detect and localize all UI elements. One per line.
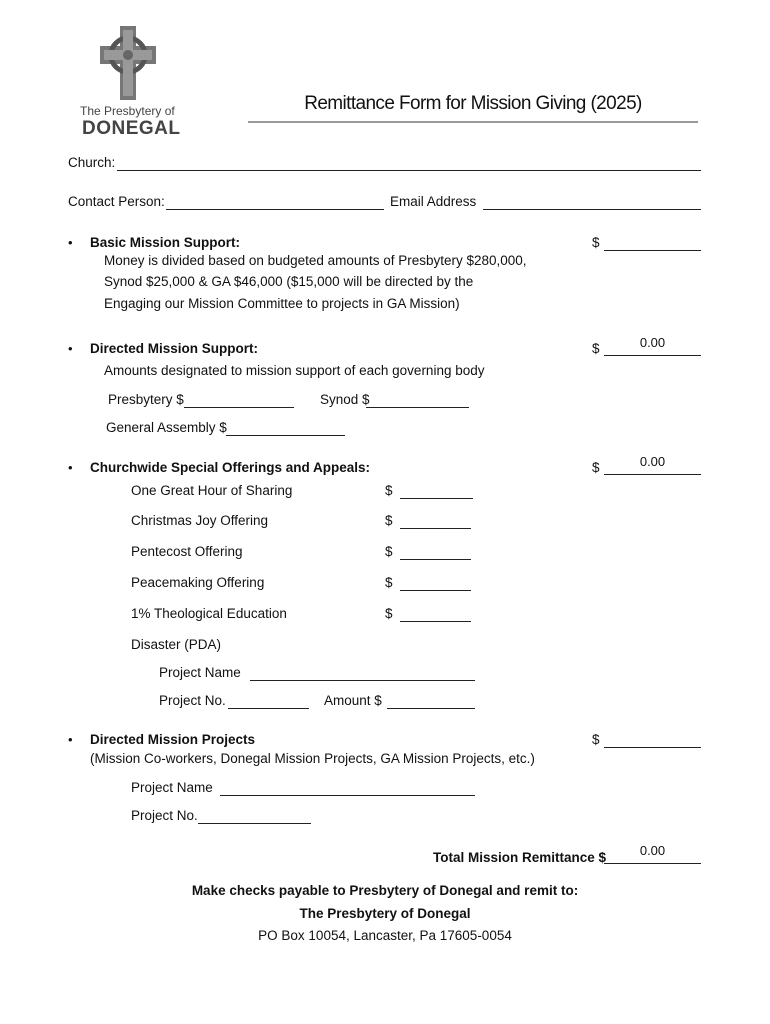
footer-instructions: Make checks payable to Presbytery of Donegal and remit to:	[191, 883, 579, 898]
disaster-pda-label: Disaster (PDA)	[131, 637, 222, 652]
bullet: •	[68, 732, 73, 747]
pda-project-no-label: Project No.	[159, 693, 226, 708]
bullet: •	[68, 460, 73, 475]
pda-amount-label: Amount $	[324, 693, 382, 708]
logo-text-line1: The Presbytery of	[80, 104, 175, 118]
currency-sign: $	[592, 460, 600, 475]
currency-sign: $	[385, 513, 393, 528]
general-assembly-label: General Assembly $	[106, 420, 227, 435]
offering-label: 1% Theological Education	[131, 606, 287, 621]
offering-amount-field[interactable]	[400, 576, 471, 591]
total-remittance-amount-field[interactable]: 0.00	[604, 843, 701, 864]
project-name-label: Project Name	[131, 780, 213, 795]
offering-amount-field[interactable]	[400, 607, 471, 622]
pda-project-name-label: Project Name	[159, 665, 241, 680]
project-name-field[interactable]	[220, 781, 475, 796]
directed-projects-amount-field[interactable]	[604, 733, 701, 748]
pda-amount-field[interactable]	[387, 694, 475, 709]
project-no-field[interactable]	[198, 809, 311, 824]
contact-person-label: Contact Person:	[68, 194, 165, 209]
bullet: •	[68, 341, 73, 356]
email-address-field[interactable]	[483, 195, 701, 210]
offering-label: Peacemaking Offering	[131, 575, 265, 590]
church-field[interactable]	[117, 156, 701, 171]
offering-label: Christmas Joy Offering	[131, 513, 269, 528]
directed-projects-desc: (Mission Co-workers, Donegal Mission Projects, GA Mission Projects, etc.)	[90, 751, 535, 766]
page-title: Remittance Form for Mission Giving (2025)	[304, 93, 642, 114]
currency-sign: $	[385, 575, 393, 590]
currency-sign: $	[385, 606, 393, 621]
synod-label: Synod $	[320, 392, 370, 407]
basic-support-desc: Synod $25,000 & GA $46,000 ($15,000 will be directed by the	[104, 274, 474, 289]
presbytery-amount-field[interactable]	[184, 393, 294, 408]
currency-sign: $	[385, 544, 393, 559]
offering-amount-field[interactable]	[400, 545, 471, 560]
contact-person-field[interactable]	[166, 195, 384, 210]
basic-support-amount-field[interactable]	[604, 236, 701, 251]
bullet: •	[68, 235, 73, 250]
footer-payee: The Presbytery of Donegal	[299, 906, 471, 921]
churchwide-offerings-label: Churchwide Special Offerings and Appeals:	[90, 460, 371, 475]
basic-support-desc: Engaging our Mission Committee to projects in GA Mission)	[104, 296, 460, 311]
basic-support-desc: Money is divided based on budgeted amounts of Presbytery $280,000,	[104, 253, 527, 268]
footer-address: PO Box 10054, Lancaster, Pa 17605-0054	[258, 928, 512, 943]
celtic-cross-logo-icon	[98, 24, 158, 102]
general-assembly-amount-field[interactable]	[226, 421, 345, 436]
logo-text-line2: DONEGAL	[82, 118, 181, 139]
directed-support-desc: Amounts designated to mission support of each governing body	[104, 363, 485, 378]
currency-sign: $	[592, 732, 600, 747]
directed-support-label: Directed Mission Support:	[90, 341, 259, 356]
basic-support-label: Basic Mission Support:	[90, 235, 241, 250]
pda-project-no-field[interactable]	[228, 694, 309, 709]
churchwide-amount-field[interactable]: 0.00	[604, 454, 701, 475]
directed-projects-label: Directed Mission Projects	[90, 732, 256, 747]
currency-sign: $	[385, 483, 393, 498]
currency-sign: $	[592, 341, 600, 356]
offering-amount-field[interactable]	[400, 484, 473, 499]
pda-project-name-field[interactable]	[250, 666, 475, 681]
offering-amount-field[interactable]	[400, 514, 471, 529]
church-label: Church:	[68, 155, 116, 170]
offering-label: Pentecost Offering	[131, 544, 243, 559]
presbytery-label: Presbytery $	[108, 392, 184, 407]
title-underline	[248, 121, 698, 123]
currency-sign: $	[592, 235, 600, 250]
project-no-label: Project No.	[131, 808, 198, 823]
directed-support-amount-field[interactable]: 0.00	[604, 335, 701, 356]
email-address-label: Email Address	[390, 194, 477, 209]
total-remittance-label: Total Mission Remittance $	[433, 850, 607, 865]
synod-amount-field[interactable]	[366, 393, 469, 408]
offering-label: One Great Hour of Sharing	[131, 483, 293, 498]
